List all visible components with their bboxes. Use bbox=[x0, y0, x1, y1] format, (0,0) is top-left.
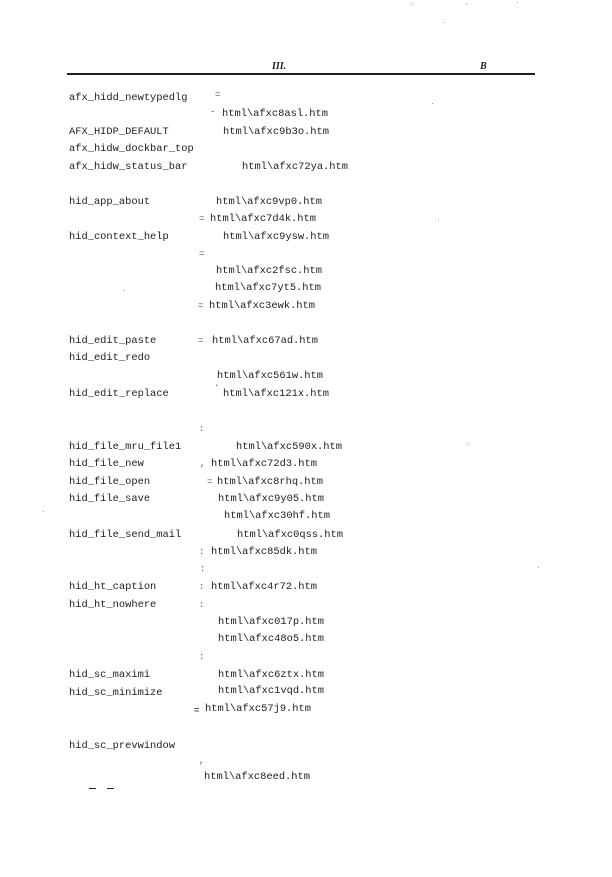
file-entry: html\afxc8eed.htm bbox=[204, 771, 311, 783]
file-entry: html\afxc9ysw.htm bbox=[223, 231, 330, 243]
file-entry: html\afxc67ad.htm bbox=[212, 335, 319, 347]
file-entry: html\afxc57j9.htm bbox=[205, 703, 312, 715]
scan-mark: , bbox=[200, 459, 206, 469]
identifier-hid-edit-paste: hid_edit_paste bbox=[69, 335, 157, 347]
scan-speck bbox=[124, 290, 125, 291]
scan-mark: : bbox=[199, 652, 205, 662]
scan-mark: · bbox=[214, 381, 220, 391]
identifier-hid-file-mru-file1: hid_file_mru_file1 bbox=[69, 441, 182, 453]
file-entry: html\afxc9y05.htm bbox=[218, 493, 325, 505]
scan-mark: = bbox=[199, 249, 205, 259]
identifier-afx-hidd-newtypedlg: afx_hidd_newtypedlg bbox=[69, 92, 188, 104]
file-entry: html\afxc8asl.htm bbox=[222, 108, 329, 120]
bottom-dash-mark bbox=[89, 788, 96, 789]
scan-speck bbox=[466, 3, 467, 4]
identifier-hid-file-save: hid_file_save bbox=[69, 493, 151, 505]
scan-speck bbox=[438, 219, 439, 220]
bottom-dash-mark bbox=[107, 788, 114, 789]
scan-mark: : bbox=[199, 582, 205, 592]
identifier-hid-context-help: hid_context_help bbox=[69, 231, 169, 243]
scan-mark: = bbox=[198, 301, 204, 311]
scan-mark: = bbox=[215, 90, 221, 100]
file-entry: html\afxc4r72.htm bbox=[211, 581, 318, 593]
file-entry: html\afxc9vp0.htm bbox=[216, 196, 323, 208]
scan-mark: = bbox=[207, 477, 213, 487]
file-entry: html\afxc9b3o.htm bbox=[223, 126, 330, 138]
identifier-hid-file-send-mail: hid_file_send_mail bbox=[69, 529, 182, 541]
file-entry: html\afxc6ztx.htm bbox=[218, 669, 325, 681]
identifier-hid-file-open: hid_file_open bbox=[69, 476, 151, 488]
scan-speck bbox=[43, 511, 44, 512]
scan-speck bbox=[538, 567, 539, 568]
file-entry: html\afxc2fsc.htm bbox=[216, 265, 323, 277]
identifier-afx-hidp-default: AFX_HIDP_DEFAULT bbox=[69, 126, 169, 138]
identifier-hid-sc-prevwindow: hid_sc_prevwindow bbox=[69, 740, 176, 752]
file-entry: html\afxc72d3.htm bbox=[211, 458, 318, 470]
file-entry: html\afxc1vqd.htm bbox=[218, 685, 325, 697]
scan-speck bbox=[467, 443, 468, 444]
scan-speck bbox=[444, 22, 445, 23]
scan-mark: , bbox=[199, 756, 205, 766]
file-entry: html\afxc3ewk.htm bbox=[209, 300, 316, 312]
scan-mark: - bbox=[210, 107, 216, 117]
file-entry: html\afxc0qss.htm bbox=[237, 529, 344, 541]
file-entry: html\afxc017p.htm bbox=[218, 616, 325, 628]
file-entry: html\afxc7yt5.htm bbox=[215, 282, 322, 294]
file-entry: html\afxc72ya.htm bbox=[242, 161, 349, 173]
file-entry: html\afxc590x.htm bbox=[236, 441, 343, 453]
scan-mark: = bbox=[198, 336, 204, 346]
identifier-hid-sc-minimize: hid_sc_minimize bbox=[69, 687, 163, 699]
identifier-hid-sc-maximi: hid_sc_maximi bbox=[69, 669, 151, 681]
scan-mark: = bbox=[199, 214, 205, 224]
file-entry: html\afxc561w.htm bbox=[217, 370, 324, 382]
scan-speck bbox=[412, 4, 413, 5]
file-entry: html\afxc121x.htm bbox=[223, 388, 330, 400]
file-entry: html\afxc48o5.htm bbox=[218, 633, 325, 645]
identifier-hid-file-new: hid_file_new bbox=[69, 458, 144, 470]
scan-mark: : bbox=[199, 600, 205, 610]
identifier-hid-ht-caption: hid_ht_caption bbox=[69, 581, 157, 593]
scan-mark: : bbox=[199, 547, 205, 557]
identifier-afx-hidw-status-bar: afx_hidw_status_bar bbox=[69, 161, 188, 173]
file-entry: html\afxc30hf.htm bbox=[224, 510, 331, 522]
file-entry: html\afxc7d4k.htm bbox=[210, 213, 317, 225]
scan-mark: : bbox=[199, 424, 205, 434]
file-entry: html\afxc85dk.htm bbox=[211, 546, 318, 558]
page-header-left: III. bbox=[272, 61, 287, 72]
page-header-right: B bbox=[480, 61, 487, 72]
identifier-afx-hidw-dockbar-top: afx_hidw_dockbar_top bbox=[69, 143, 194, 155]
scan-mark: = bbox=[194, 706, 200, 716]
file-entry: html\afxc8rhq.htm bbox=[217, 476, 324, 488]
identifier-hid-app-about: hid_app_about bbox=[69, 196, 151, 208]
header-rule bbox=[67, 73, 535, 75]
scan-speck bbox=[517, 2, 518, 3]
identifier-hid-ht-nowhere: hid_ht_nowhere bbox=[69, 599, 157, 611]
scan-mark: : bbox=[200, 564, 206, 574]
scan-speck bbox=[432, 103, 433, 104]
identifier-hid-edit-replace: hid_edit_replace bbox=[69, 388, 169, 400]
identifier-hid-edit-redo: hid_edit_redo bbox=[69, 352, 151, 364]
